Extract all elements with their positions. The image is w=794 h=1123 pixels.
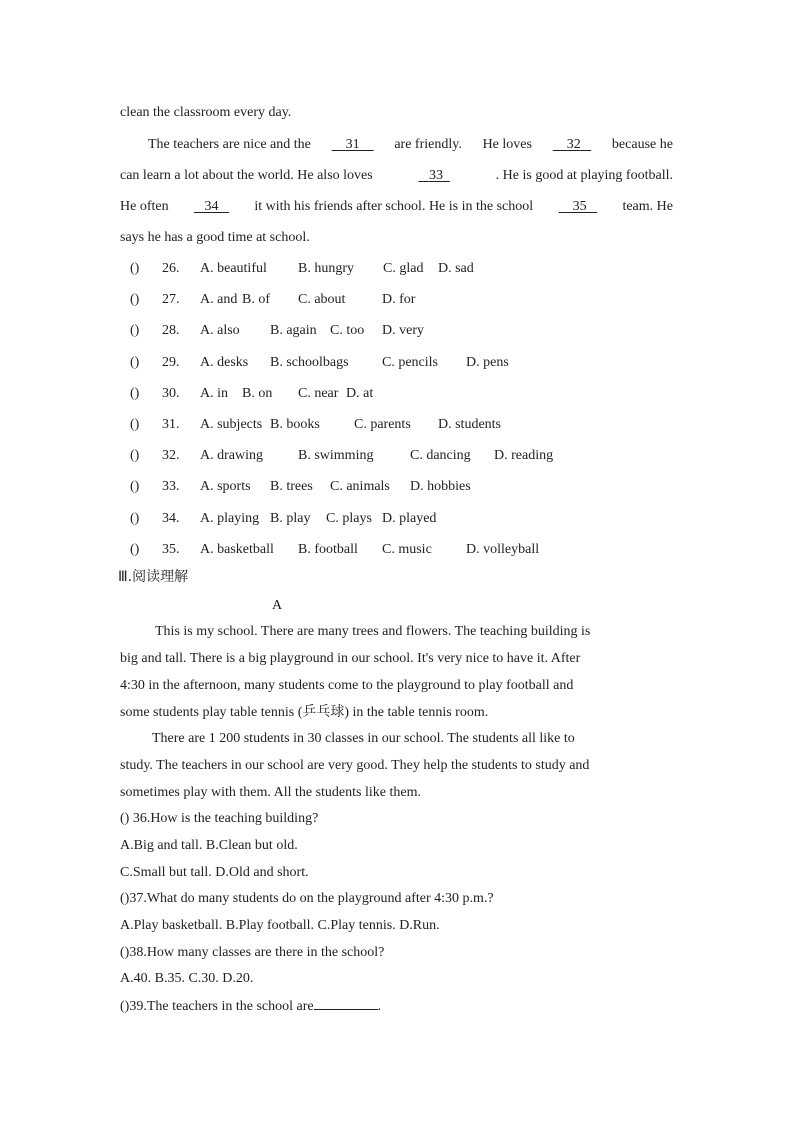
text-segment: He often [120,199,169,214]
cloze-paragraph-line-3 [120,198,673,216]
answer-parentheses[interactable]: () [130,354,140,370]
question-36-stem: () 36.How is the teaching building? [120,811,319,826]
option-c[interactable]: C. too [330,323,365,339]
text-segment: can learn a lot about the world. He also loves [120,168,373,183]
option-d[interactable]: D. for [382,292,416,308]
question-number: 34. [162,510,180,526]
passage-line: There are 1 200 students in 30 classes in our school. The students all like to [152,731,575,746]
question-number: 35. [162,541,180,557]
option-d[interactable]: D. played [382,510,437,526]
option-b[interactable]: B. again [270,323,317,339]
answer-parentheses[interactable]: () [130,448,140,464]
option-c[interactable]: C. animals [330,479,390,495]
question-number: 29. [162,354,180,370]
section-title: Ⅲ.阅读理解 [118,569,189,585]
answer-parentheses[interactable]: () [130,417,140,432]
cloze-paragraph-line-1 [148,136,673,154]
answer-parentheses[interactable]: () [130,261,140,276]
cloze-paragraph-line-2 [120,167,673,185]
question-number: 28. [162,323,180,339]
answer-parentheses[interactable]: () [130,541,140,557]
answer-parentheses[interactable]: () [130,510,140,526]
option-a[interactable]: A. playing [200,510,260,526]
question-39-line: ()39.The teachers in the school are . [120,999,382,1014]
option-c[interactable]: C. about [298,292,346,308]
question-38-stem: ()38.How many classes are there in the school? [120,945,385,960]
passage-line: 4:30 in the afternoon, many students come to the playground to play football and [120,678,574,693]
option-a[interactable]: A. subjects [200,417,263,432]
option-a[interactable]: A. drawing [200,448,263,464]
option-b[interactable]: B. football [298,541,358,557]
option-d[interactable]: D. pens [466,354,509,370]
option-a[interactable]: A. beautiful [200,261,267,276]
question-number: 33. [162,479,180,495]
cloze-intro-line: clean the classroom every day. [120,105,292,120]
blank-35[interactable]: 35 [572,199,587,214]
option-d[interactable]: D. volleyball [466,541,540,557]
option-d[interactable]: D. very [382,323,424,339]
question-number: 30. [162,385,180,401]
answer-parentheses[interactable]: () [130,292,140,308]
question-39-stem: ()39.The teachers in the school are [120,999,314,1014]
question-number: 27. [162,292,180,308]
option-b[interactable]: B. swimming [298,448,374,464]
blank-31[interactable]: 31 [345,137,360,152]
option-a[interactable]: A. in [200,385,228,401]
option-d[interactable]: D. sad [438,261,474,276]
option-d[interactable]: D. students [438,417,501,432]
option-b[interactable]: B. books [270,417,320,432]
text-segment: . He is good at playing football. [495,168,673,183]
passage-line: study. The teachers in our school are very good. They help the students to study and [120,758,590,773]
question-36-options-row-1: A.Big and tall. B.Clean but old. [120,838,298,853]
option-c[interactable]: C. parents [354,417,411,432]
option-c[interactable]: C. glad [383,261,424,276]
option-d[interactable]: D. at [346,385,374,401]
option-b[interactable]: B. hungry [298,261,354,276]
passage-line: sometimes play with them. All the students like them. [120,785,421,800]
blank-32[interactable]: 32 [566,137,581,152]
option-a[interactable]: A. sports [200,479,251,495]
text-segment: because he [611,137,673,152]
answer-parentheses[interactable]: () [130,323,140,339]
question-number: 31. [162,417,180,432]
text-segment: The teachers are nice and the [148,137,311,152]
text-segment: are friendly. [394,137,462,152]
option-a[interactable]: A. desks [200,354,249,370]
passage-label: A [272,598,283,613]
option-b[interactable]: B. play [270,510,311,526]
passage-line: This is my school. There are many trees and flowers. The teaching building is [155,624,591,639]
question-36-options-row-2: C.Small but tall. D.Old and short. [120,865,309,880]
text-segment: it with his friends after school. He is in the school [254,199,534,214]
option-b[interactable]: B. on [242,385,273,401]
blank-34[interactable]: 34 [204,199,219,214]
answer-parentheses[interactable]: () [130,385,140,401]
answer-blank[interactable] [314,997,378,1010]
option-c[interactable]: C. near [298,385,339,401]
option-b[interactable]: B. schoolbags [270,354,349,370]
answer-parentheses[interactable]: () [130,479,140,495]
text-segment: team. He [622,199,673,214]
question-number: 26. [162,261,180,276]
option-c[interactable]: C. pencils [382,354,438,370]
option-a[interactable]: A. basketball [200,541,274,557]
option-d[interactable]: D. hobbies [410,479,471,495]
passage-line: big and tall. There is a big playground in our school. It's very nice to have it. After [120,651,581,666]
blank-33[interactable]: 33 [428,168,443,183]
option-a[interactable]: A. and [200,292,238,308]
question-number: 32. [162,448,180,464]
question-38-options: A.40. B.35. C.30. D.20. [120,971,254,986]
option-a[interactable]: A. also [200,323,240,339]
passage-line: some students play table tennis (乒乓球) in the table tennis room. [120,705,489,720]
option-c[interactable]: C. dancing [410,448,471,464]
option-b[interactable]: B. of [242,292,270,308]
question-37-stem: ()37.What do many students do on the playground after 4:30 p.m.? [120,891,494,906]
option-c[interactable]: C. plays [326,510,372,526]
question-37-options: A.Play basketball. B.Play football. C.Play tennis. D.Run. [120,918,440,933]
cloze-paragraph-line-4: says he has a good time at school. [120,230,310,245]
text-segment: He loves [482,137,532,152]
option-b[interactable]: B. trees [270,479,313,495]
option-c[interactable]: C. music [382,541,432,557]
option-d[interactable]: D. reading [494,448,554,464]
